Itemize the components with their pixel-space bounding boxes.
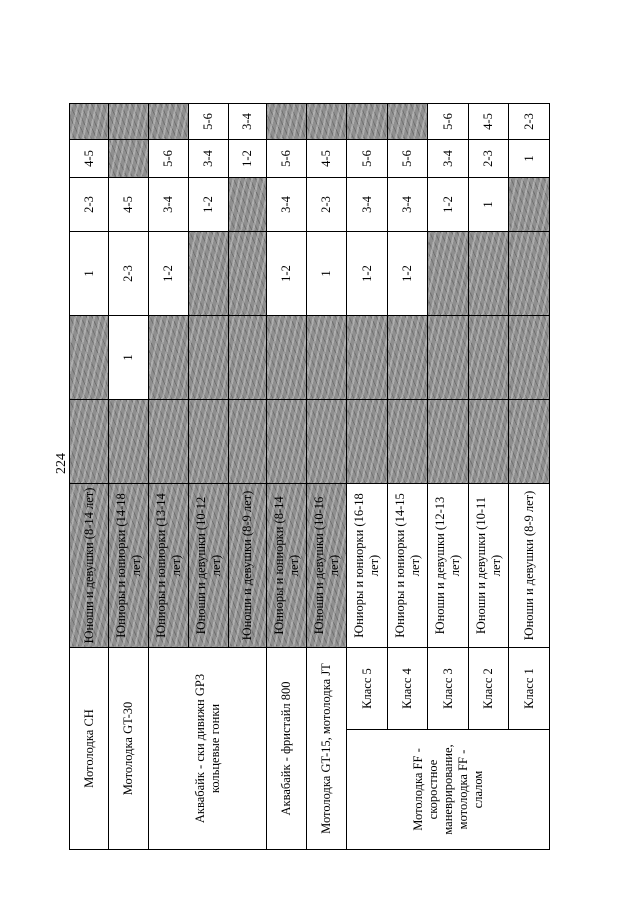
table-row bbox=[347, 104, 388, 850]
value-cell bbox=[189, 316, 229, 400]
value-cell bbox=[469, 400, 509, 484]
value-cell: 3-4 bbox=[267, 178, 307, 232]
value-cell bbox=[509, 232, 550, 316]
value-cell: 5-6 bbox=[428, 104, 469, 140]
age-group-cell: Юноши и девушки (10-12 лет) bbox=[189, 484, 229, 648]
value-cell: 4-5 bbox=[109, 178, 149, 232]
discipline-cell: Аквабайк - ски дивижн GP3 кольцевые гонки bbox=[149, 648, 267, 850]
age-group-cell: Юноши и девушки (8-9 лет) bbox=[509, 484, 550, 648]
class-cell: Класс 4 bbox=[388, 648, 428, 730]
value-cell: 1 bbox=[469, 178, 509, 232]
value-cell: 2-3 bbox=[70, 178, 109, 232]
value-cell: 1-2 bbox=[347, 232, 388, 316]
value-cell bbox=[428, 316, 469, 400]
age-group-cell: Юниоры и юниорки (16-18 лет) bbox=[347, 484, 388, 648]
value-cell: 1-2 bbox=[267, 232, 307, 316]
table-row bbox=[70, 104, 109, 850]
value-cell bbox=[469, 316, 509, 400]
value-cell bbox=[388, 400, 428, 484]
value-cell: 3-4 bbox=[388, 178, 428, 232]
ranking-table bbox=[69, 103, 550, 850]
value-cell: 2-3 bbox=[509, 104, 550, 140]
value-cell: 5-6 bbox=[149, 140, 189, 178]
value-cell bbox=[109, 104, 149, 140]
class-cell: Класс 2 bbox=[469, 648, 509, 730]
value-cell bbox=[347, 104, 388, 140]
value-cell bbox=[109, 140, 149, 178]
value-cell bbox=[428, 232, 469, 316]
value-cell: 1 bbox=[109, 316, 149, 400]
age-group-cell: Юниоры и юниорки (14-18 лет) bbox=[109, 484, 149, 648]
value-cell bbox=[149, 104, 189, 140]
value-cell bbox=[70, 400, 109, 484]
value-cell: 2-3 bbox=[469, 140, 509, 178]
value-cell: 1 bbox=[70, 232, 109, 316]
value-cell bbox=[149, 316, 189, 400]
value-cell: 1 bbox=[307, 232, 347, 316]
value-cell bbox=[109, 400, 149, 484]
value-cell: 5-6 bbox=[189, 104, 229, 140]
value-cell: 3-4 bbox=[229, 104, 267, 140]
value-cell bbox=[509, 316, 550, 400]
class-cell: Класс 3 bbox=[428, 648, 469, 730]
value-cell: 1-2 bbox=[189, 178, 229, 232]
age-group-cell: Юниоры и юниорки (14-15 лет) bbox=[388, 484, 428, 648]
value-cell bbox=[267, 316, 307, 400]
value-cell: 4-5 bbox=[70, 140, 109, 178]
value-cell bbox=[428, 400, 469, 484]
class-cell: Класс 5 bbox=[347, 648, 388, 730]
value-cell bbox=[469, 232, 509, 316]
value-cell: 4-5 bbox=[469, 104, 509, 140]
age-group-cell: Юноши и девушки (8-14 лет) bbox=[70, 484, 109, 648]
value-cell bbox=[307, 400, 347, 484]
value-cell bbox=[70, 316, 109, 400]
table-row bbox=[267, 104, 307, 850]
value-cell bbox=[229, 316, 267, 400]
table-row bbox=[109, 104, 149, 850]
discipline-cell: Мотолодка FF - скоростное маневрирование, мотолодка FF - слалом bbox=[347, 730, 550, 850]
value-cell bbox=[267, 104, 307, 140]
value-cell bbox=[70, 104, 109, 140]
value-cell: 1-2 bbox=[229, 140, 267, 178]
table-row bbox=[307, 104, 347, 850]
discipline-cell: Мотолодка GT-15, мотолодка JT bbox=[307, 648, 347, 850]
value-cell: 2-3 bbox=[307, 178, 347, 232]
value-cell: 2-3 bbox=[109, 232, 149, 316]
age-group-cell: Юниоры и юниорки (8-14 лет) bbox=[267, 484, 307, 648]
value-cell bbox=[509, 178, 550, 232]
value-cell: 3-4 bbox=[189, 140, 229, 178]
value-cell: 5-6 bbox=[347, 140, 388, 178]
value-cell: 1 bbox=[509, 140, 550, 178]
class-cell: Класс 1 bbox=[509, 648, 550, 730]
value-cell: 4-5 bbox=[307, 140, 347, 178]
value-cell bbox=[347, 400, 388, 484]
value-cell bbox=[509, 400, 550, 484]
page-number: 224 bbox=[54, 453, 69, 474]
age-group-cell: Юноши и девушки (8-9 лет) bbox=[229, 484, 267, 648]
discipline-cell: Мотолодка CH bbox=[70, 648, 109, 850]
value-cell: 3-4 bbox=[347, 178, 388, 232]
value-cell bbox=[388, 104, 428, 140]
value-cell: 3-4 bbox=[428, 140, 469, 178]
age-group-cell: Юниоры и юниорки (13-14 лет) bbox=[149, 484, 189, 648]
age-group-cell: Юноши и девушки (12-13 лет) bbox=[428, 484, 469, 648]
age-group-cell: Юноши и девушки (10-16 лет) bbox=[307, 484, 347, 648]
table-row bbox=[149, 104, 189, 850]
value-cell bbox=[189, 400, 229, 484]
value-cell bbox=[347, 316, 388, 400]
discipline-cell: Аквабайк - фристайл 800 bbox=[267, 648, 307, 850]
age-group-cell: Юноши и девушки (10-11 лет) bbox=[469, 484, 509, 648]
value-cell bbox=[307, 104, 347, 140]
value-cell: 1-2 bbox=[388, 232, 428, 316]
value-cell: 5-6 bbox=[267, 140, 307, 178]
discipline-cell: Мотолодка GT-30 bbox=[109, 648, 149, 850]
value-cell bbox=[229, 400, 267, 484]
value-cell bbox=[388, 316, 428, 400]
value-cell: 3-4 bbox=[149, 178, 189, 232]
value-cell bbox=[267, 400, 307, 484]
value-cell bbox=[189, 232, 229, 316]
value-cell bbox=[307, 316, 347, 400]
rotated-table-wrapper bbox=[69, 104, 549, 850]
value-cell: 1-2 bbox=[428, 178, 469, 232]
value-cell bbox=[229, 178, 267, 232]
value-cell bbox=[229, 232, 267, 316]
value-cell bbox=[149, 400, 189, 484]
value-cell: 1-2 bbox=[149, 232, 189, 316]
value-cell: 5-6 bbox=[388, 140, 428, 178]
